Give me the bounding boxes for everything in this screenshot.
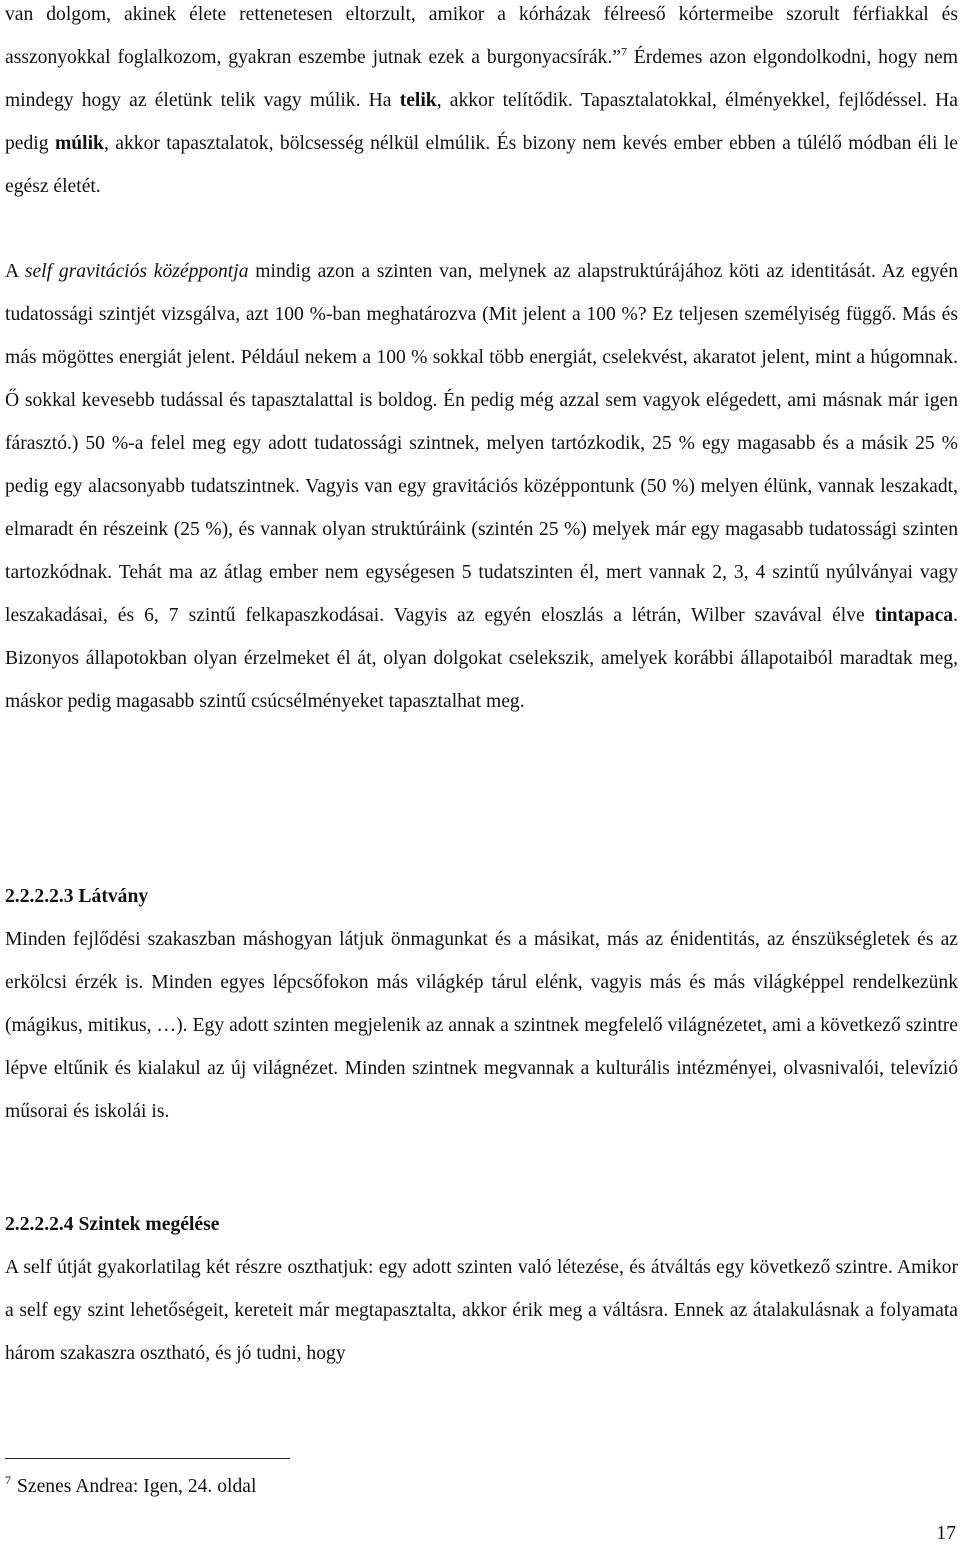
paragraph-1 [5,0,958,208]
paragraph-2-text-a: A [5,261,25,282]
paragraph-1-text-c: , akkor telítődik. Tapasztalatokkal, élményekkel, fejlődéssel. Ha pedig [5,90,959,154]
footnote-separator [5,1458,290,1459]
paragraph-2-text-c: . Bizonyos állapotokban olyan érzelmeket él át, olyan dolgokat cselekszik, amelyek korábbi állapotaiból maradtak meg, máskor pedig magasabb szintű csúcsélményeket tapasztalhat meg. [5,605,958,712]
paragraph-1-text-a: van dolgom, akinek élete rettenetesen eltorzult, amikor a kórházak félreeső kórtermeibe szorult férfiakkal és asszonyokkal foglalkozom, gyakran eszembe jutnak ezek a burgonyacsírák.” [5,4,958,68]
bold-mulik: múlik [54,133,104,154]
paragraph-3: Minden fejlődési szakaszban máshogyan látjuk önmagunkat és a másikat, más az énidentitás, az énszükségletek és az erkölcsi érzék is. Minden egyes lépcsőfokon más világkép tárul elénk, vagyis más és más világképpel rendelkezünk (mágikus, mitikus, …). Egy adott szinten megjelenik az annak a szintnek megfelelő világnézetet, ami a következő szintre lépve eltűnik és kialakul az új világnézet. Minden szintnek megvannak a kulturális intézményei, olvasnivalói, televízió műsorai és iskolái is. [5,929,958,1122]
footnote-number: 7 [5,1473,11,1488]
paragraph-2 [5,250,958,723]
bold-telik: telik [399,90,437,111]
footnote [5,1472,256,1502]
footnote-reference: 7 [620,44,627,59]
paragraph-1-text-b: Érdemes azon elgondolkodni, hogy nem mindegy hogy az életünk telik vagy múlik. Ha [5,47,958,111]
section-heading-szintek-megelese: 2.2.2.2.4 Szintek megélése [5,1214,220,1235]
page-number: 17 [936,1523,956,1544]
section-heading-latvany: 2.2.2.2.3 Látvány [5,886,149,907]
paragraph-2-text-b: mindig azon a szinten van, melynek az alapstruktúrájához köti az identitását. Az egyén tudatossági szintjét vizsgálva, azt 100 %-ban meghatározva (Mit jelent a 100 %? Ez teljesen személyiség függő. Más és más mögöttes energiát jelent. Például nekem a 100 % sokkal több energiát, cselekvést, akaratot jelent, mint a húgomnak. Ő sokkal kevesebb tudással és tapasztalattal is boldog. Én pedig még azzal sem vagyok elégedett, ami másnak már igen fárasztó.) 50 %-a felel meg egy adott tudatossági szintnek, melyen tartózkodik, 25 % egy magasabb és a másik 25 % pedig egy alacsonyabb tudatszintnek. Vagyis van egy gravitációs középpontunk (50 %) melyen élünk, vannak leszakadt, elmaradt én részeink (25 %), és vannak olyan struktúráink (szintén 25 %) melyek már egy magasabb tudatossági szinten tartozkódnak. Tehát ma az átlag ember nem egységesen 5 tudatszinten él, mert vannak 2, 3, 4 szintű nyúlványai vagy leszakadásai, és 6, 7 szintű felkapaszkodásai. Vagyis az egyén eloszlás a létrán, Wilber szavával élve [5,261,959,626]
footnote-text: Szenes Andrea: Igen, 24. oldal [17,1476,257,1497]
italic-self-gravitacios: self gravitációs középpontja [24,261,249,282]
bold-tintapaca: tintapaca [874,605,954,626]
paragraph-1-text-d: , akkor tapasztalatok, bölcsesség nélkül elmúlik. És bizony nem kevés ember ebben a túlélő módban éli le egész életét. [5,133,958,197]
paragraph-4: A self útját gyakorlatilag két részre oszthatjuk: egy adott szinten való létezése, és átváltás egy következő szintre. Amikor a self egy szint lehetőségeit, kereteit már megtapasztalta, akkor érik meg a váltásra. Ennek az átalakulásnak a folyamata három szakaszra osztható, és jó tudni, hogy [5,1257,958,1364]
